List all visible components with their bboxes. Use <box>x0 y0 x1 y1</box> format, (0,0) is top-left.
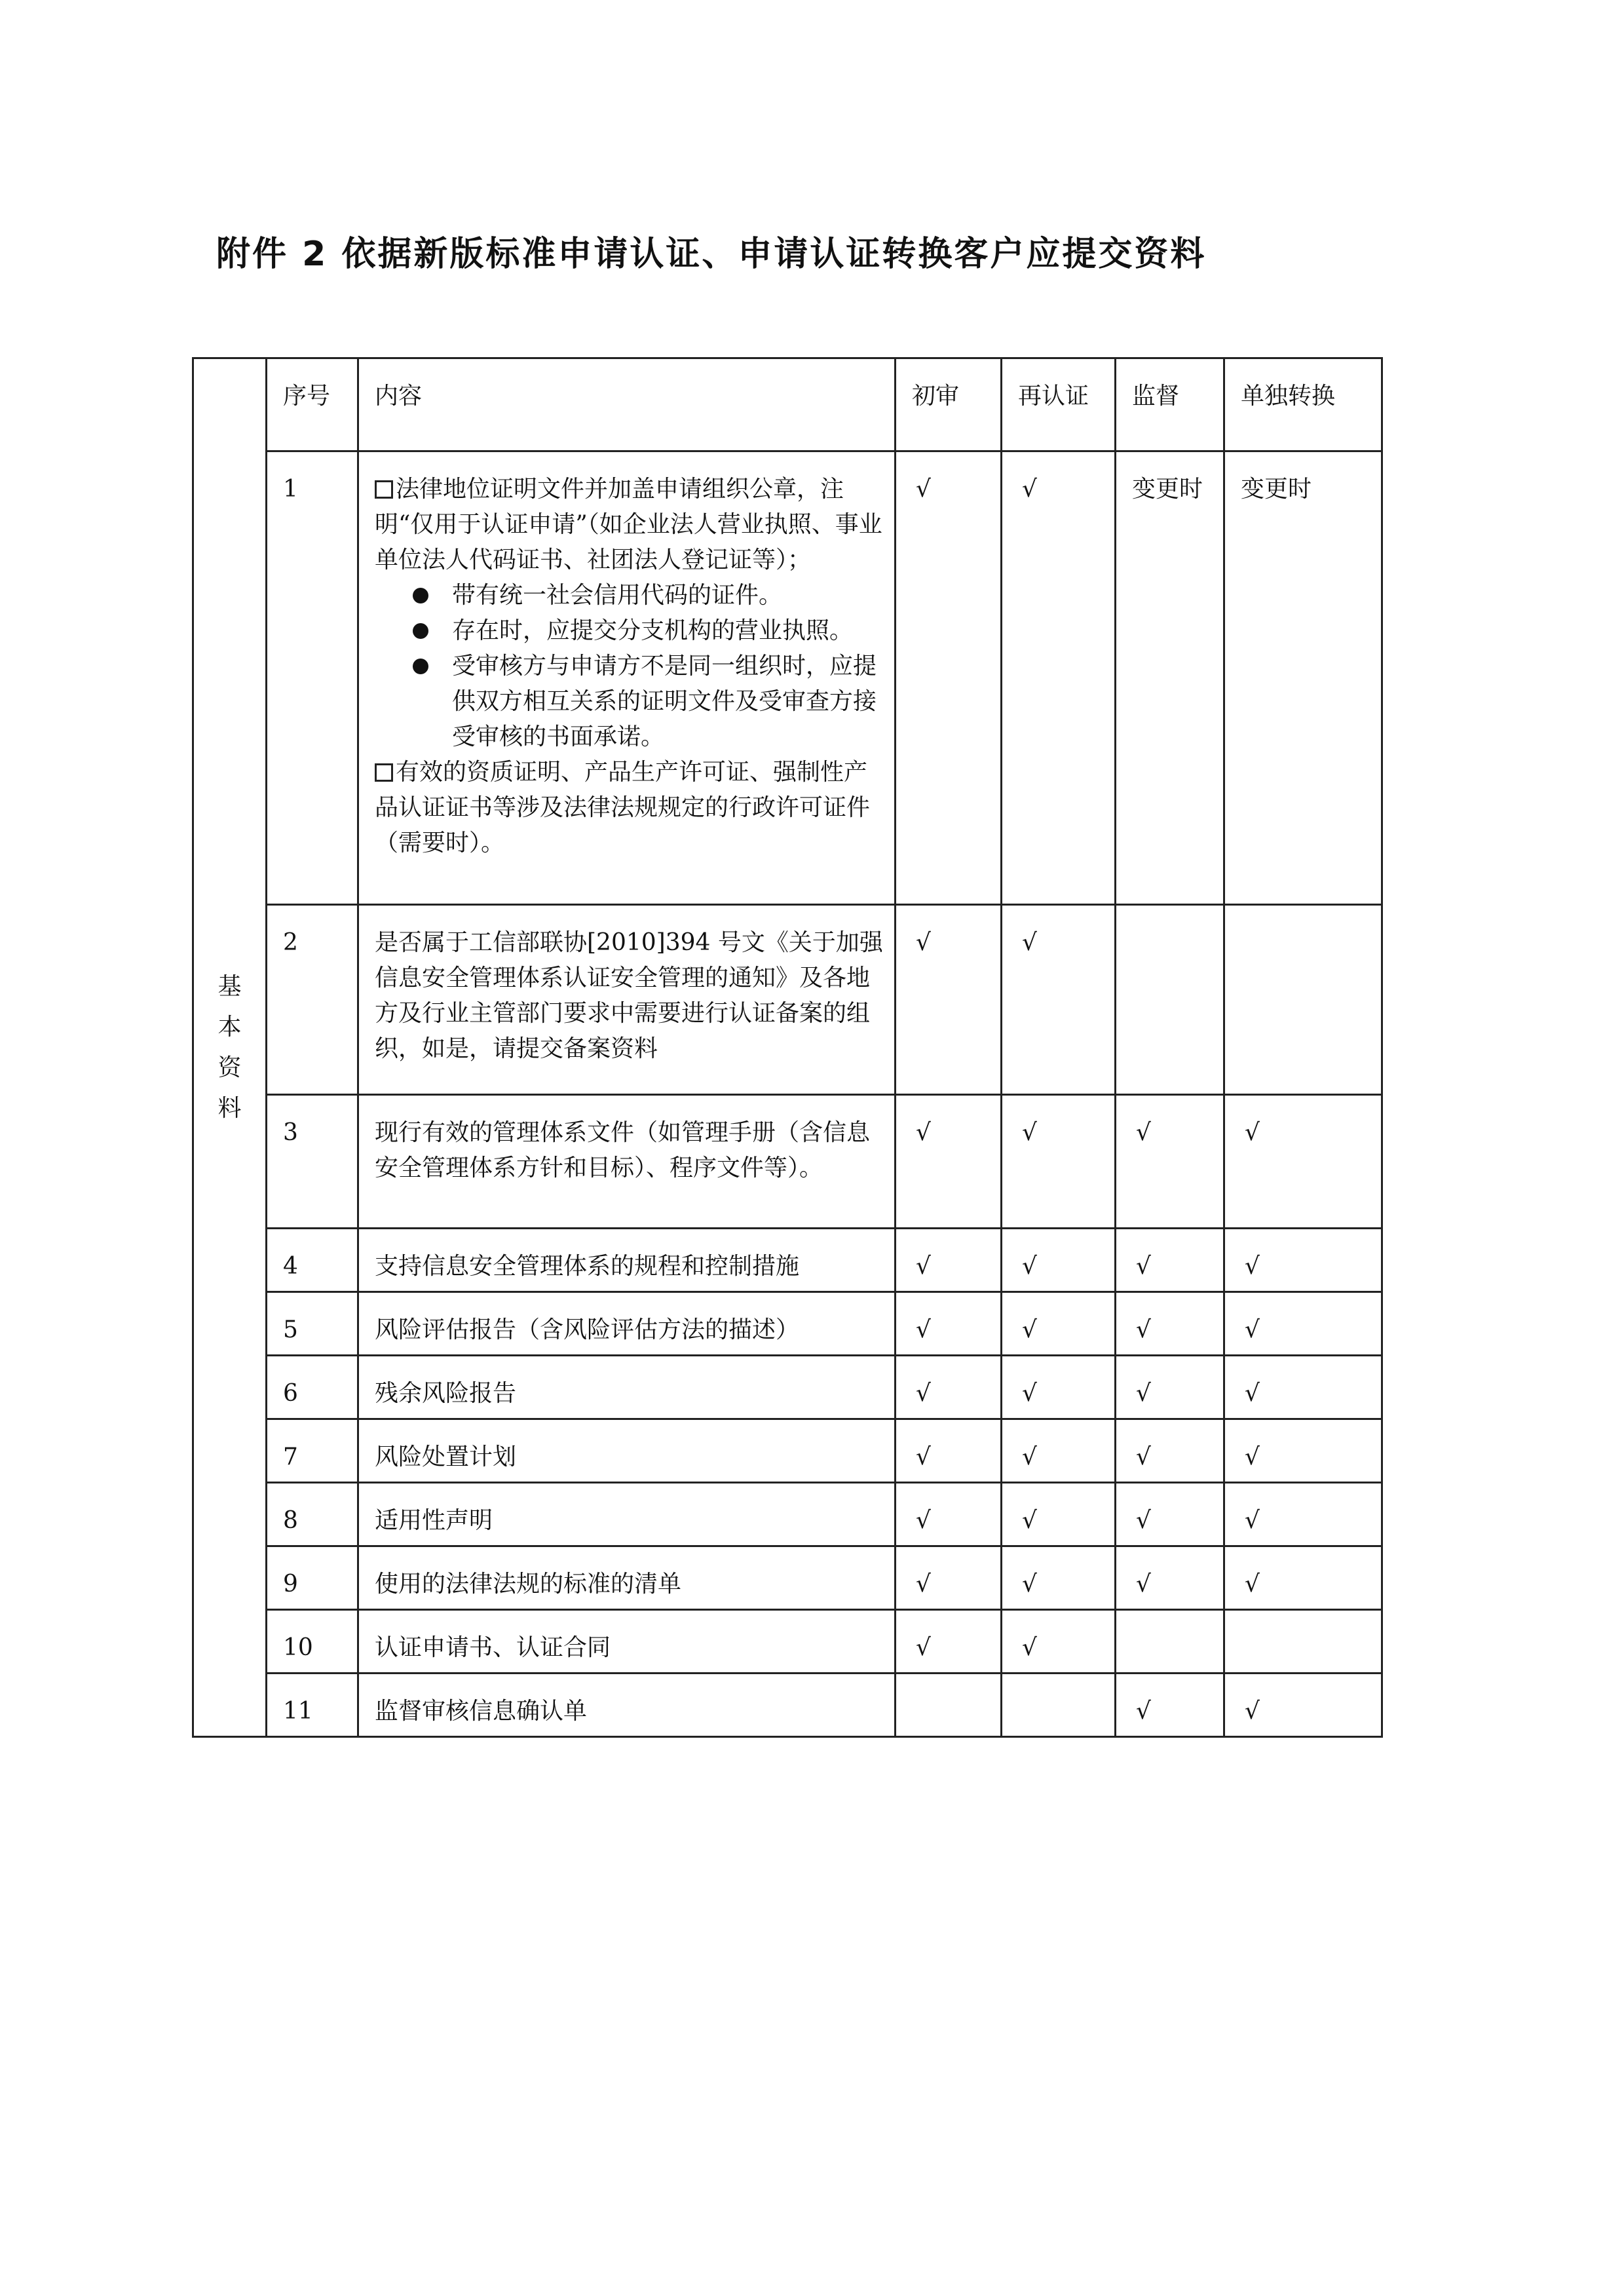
row-content: 风险评估报告（含风险评估方法的描述） <box>358 1292 896 1356</box>
table-row <box>193 1095 1382 1229</box>
header-recert: 再认证 <box>1002 358 1116 451</box>
cell-surveil: √ <box>1116 1229 1224 1292</box>
cell-transfer: √ <box>1224 1483 1382 1546</box>
cell-recert: √ <box>1002 1229 1116 1292</box>
row-no: 5 <box>267 1292 358 1356</box>
cell-initial: √ <box>896 451 1002 905</box>
cell-recert: √ <box>1002 1546 1116 1610</box>
cell-surveil: √ <box>1116 1356 1224 1419</box>
cell-surveil <box>1116 1610 1224 1674</box>
row-content: 风险处置计划 <box>358 1419 896 1483</box>
cell-transfer: √ <box>1224 1095 1382 1229</box>
cell-initial: √ <box>896 1610 1002 1674</box>
page-title: 附件 2 依据新版标准申请认证、申请认证转换客户应提交资料 <box>216 235 1207 274</box>
row-no: 3 <box>267 1095 358 1229</box>
checkbox-icon <box>375 480 393 499</box>
table-header-row <box>193 358 1382 451</box>
cell-surveil: √ <box>1116 1546 1224 1610</box>
row-content: 认证申请书、认证合同 <box>358 1610 896 1674</box>
cell-transfer: √ <box>1224 1546 1382 1610</box>
header-transfer: 单独转换 <box>1224 358 1382 451</box>
header-initial: 初审 <box>896 358 1002 451</box>
table-row <box>193 1610 1382 1674</box>
header-content: 内容 <box>358 358 896 451</box>
cell-surveil: √ <box>1116 1095 1224 1229</box>
cell-initial: √ <box>896 1229 1002 1292</box>
cell-recert: √ <box>1002 1610 1116 1674</box>
cell-transfer: √ <box>1224 1229 1382 1292</box>
bullet-list <box>375 578 885 755</box>
cell-initial: √ <box>896 1356 1002 1419</box>
category-char: 基 <box>217 972 242 1000</box>
cell-transfer <box>1224 905 1382 1095</box>
cell-transfer: √ <box>1224 1419 1382 1483</box>
list-item: 带有统一社会信用代码的证件。 <box>375 578 885 613</box>
table-row <box>193 905 1382 1095</box>
cell-transfer <box>1224 1610 1382 1674</box>
cell-transfer: √ <box>1224 1356 1382 1419</box>
row-no: 10 <box>267 1610 358 1674</box>
category-char: 本 <box>217 1013 242 1041</box>
cell-initial: √ <box>896 1483 1002 1546</box>
content-paragraph: 有效的资质证明、产品生产许可证、强制性产品认证证书等涉及法律法规规定的行政许可证件（需要时）。 <box>375 759 871 856</box>
cell-recert: √ <box>1002 905 1116 1095</box>
content-paragraph: 法律地位证明文件并加盖申请组织公章，注明“仅用于认证申请”（如企业法人营业执照、事业单位法人代码证书、社团法人登记证等）； <box>375 476 882 573</box>
table-row <box>193 1674 1382 1737</box>
row-no: 7 <box>267 1419 358 1483</box>
table-row <box>193 1546 1382 1610</box>
table-row <box>193 1356 1382 1419</box>
cell-initial: √ <box>896 1292 1002 1356</box>
cell-surveil: √ <box>1116 1292 1224 1356</box>
category-char: 料 <box>217 1094 242 1122</box>
cell-initial: √ <box>896 1095 1002 1229</box>
table-row <box>193 1483 1382 1546</box>
row-no: 1 <box>267 451 358 905</box>
table-row <box>193 1292 1382 1356</box>
checkbox-icon <box>375 763 393 782</box>
row-no: 2 <box>267 905 358 1095</box>
row-content: 残余风险报告 <box>358 1356 896 1419</box>
row-content <box>358 451 896 905</box>
row-content: 使用的法律法规的标准的清单 <box>358 1546 896 1610</box>
cell-recert: √ <box>1002 1292 1116 1356</box>
cell-recert: √ <box>1002 1356 1116 1419</box>
cell-transfer: √ <box>1224 1674 1382 1737</box>
table-row <box>193 1229 1382 1292</box>
cell-recert: √ <box>1002 451 1116 905</box>
row-content: 支持信息安全管理体系的规程和控制措施 <box>358 1229 896 1292</box>
list-item: 受审核方与申请方不是同一组织时，应提供双方相互关系的证明文件及受审查方接受审核的书面承诺。 <box>375 649 885 755</box>
category-char: 资 <box>217 1054 242 1081</box>
list-item: 存在时，应提交分支机构的营业执照。 <box>375 613 885 649</box>
cell-recert <box>1002 1674 1116 1737</box>
cell-surveil: √ <box>1116 1483 1224 1546</box>
cell-recert: √ <box>1002 1483 1116 1546</box>
cell-recert: √ <box>1002 1419 1116 1483</box>
row-content: 监督审核信息确认单 <box>358 1674 896 1737</box>
bullet-icon <box>413 623 428 639</box>
cell-recert: √ <box>1002 1095 1116 1229</box>
cell-surveil: √ <box>1116 1674 1224 1737</box>
row-content: 现行有效的管理体系文件（如管理手册（含信息安全管理体系方针和目标）、程序文件等）。 <box>358 1095 896 1229</box>
bullet-icon <box>413 588 428 603</box>
cell-initial: √ <box>896 1419 1002 1483</box>
row-no: 8 <box>267 1483 358 1546</box>
cell-transfer: 变更时 <box>1224 451 1382 905</box>
submission-materials-table <box>192 357 1383 1738</box>
table-row <box>193 451 1382 905</box>
cell-initial: √ <box>896 905 1002 1095</box>
cell-initial <box>896 1674 1002 1737</box>
header-no: 序号 <box>267 358 358 451</box>
category-cell <box>193 358 267 1737</box>
row-content: 适用性声明 <box>358 1483 896 1546</box>
row-no: 6 <box>267 1356 358 1419</box>
cell-surveil <box>1116 905 1224 1095</box>
row-content: 是否属于工信部联协[2010]394 号文《关于加强信息安全管理体系认证安全管理的通知》及各地方及行业主管部门要求中需要进行认证备案的组织，如是，请提交备案资料 <box>358 905 896 1095</box>
row-no: 4 <box>267 1229 358 1292</box>
cell-initial: √ <box>896 1546 1002 1610</box>
cell-surveil: √ <box>1116 1419 1224 1483</box>
bullet-icon <box>413 659 428 674</box>
row-no: 9 <box>267 1546 358 1610</box>
header-surveil: 监督 <box>1116 358 1224 451</box>
cell-surveil: 变更时 <box>1116 451 1224 905</box>
row-no: 11 <box>267 1674 358 1737</box>
cell-transfer: √ <box>1224 1292 1382 1356</box>
table-row <box>193 1419 1382 1483</box>
